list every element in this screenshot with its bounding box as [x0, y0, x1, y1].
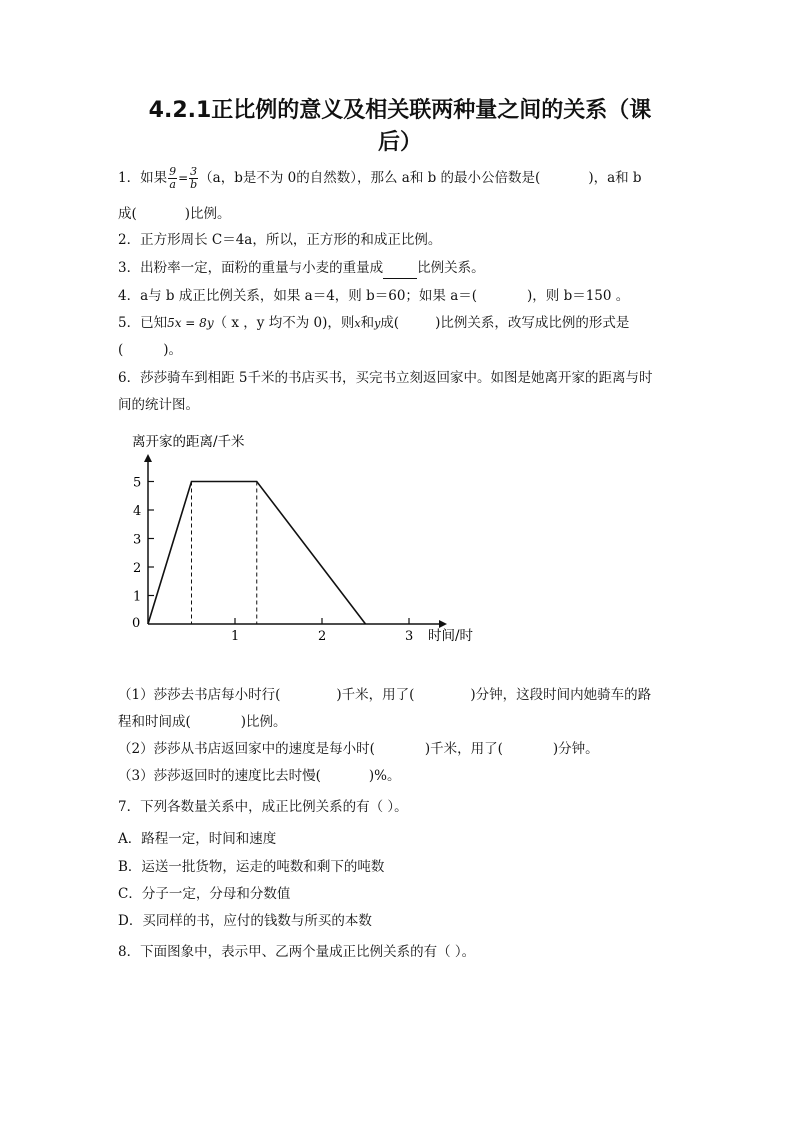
- y-tick-label: 0: [132, 616, 141, 631]
- question-4: [118, 286, 629, 306]
- q1-text: （a，b是不为 0的自然数），那么 a和 b 的最小公倍数是(: [199, 170, 541, 186]
- q6-sub1-line2-a: 程和时间成(: [118, 714, 191, 730]
- q1-prefix: 1．如果: [118, 170, 168, 186]
- question-2: 2．正方形周长 C＝4a，所以，正方形的和成正比例。: [118, 232, 442, 248]
- q6-sub1-a: （1）莎莎去书店每小时行(: [118, 687, 281, 703]
- y-tick-label: 3: [133, 532, 142, 548]
- q7-option-c[interactable]: C．分子一定，分母和分数值: [118, 886, 291, 902]
- q4-text-b: )，则 b＝150 。: [527, 288, 630, 304]
- q6-sub3-a: （3）莎莎返回时的速度比去时慢(: [118, 768, 321, 784]
- q5-equation: 5x = 8y: [167, 316, 214, 330]
- y-tick-label: 1: [133, 589, 142, 605]
- q1-tail: )，a和 b: [588, 170, 642, 186]
- q3-text-b: 比例关系。: [417, 260, 485, 276]
- q3-text-a: 3．出粉率一定，面粉的重量与小麦的重量成: [118, 260, 384, 276]
- q7-option-a[interactable]: A．路程一定，时间和速度: [118, 831, 277, 847]
- question-5: [118, 313, 629, 334]
- q3-answer-blank[interactable]: [383, 258, 417, 279]
- q1-line2-a: 成(: [118, 206, 137, 222]
- y-tick-label: 4: [133, 504, 142, 519]
- x-tick-label: 3: [405, 629, 414, 644]
- question-1-line2: [118, 204, 231, 224]
- question-7-stem: 7．下列各数量关系中，成正比例关系的有（ ）。: [118, 799, 408, 815]
- question-6-sub1: [118, 685, 651, 705]
- distance-time-chart: [120, 426, 490, 656]
- q5-line2-b: )。: [163, 342, 183, 358]
- page-title-line1: 4.2.1正比例的意义及相关联两种量之间的关系（课: [148, 98, 652, 123]
- q5-var-x: x: [354, 317, 361, 330]
- q5-and: 和: [360, 315, 375, 331]
- q6-sub1-b: )千米，用了(: [336, 687, 415, 703]
- question-8-stem: 8．下面图象中，表示甲、乙两个量成正比例关系的有（ ）。: [118, 944, 476, 960]
- question-5-line2: [118, 340, 182, 360]
- frac2-denominator: b: [190, 178, 198, 191]
- q7-option-d[interactable]: D．买同样的书，应付的钱数与所买的本数: [118, 913, 372, 929]
- q5-var-y: y: [374, 317, 381, 330]
- equals-sign: =: [178, 171, 189, 185]
- question-6-sub1-line2: [118, 712, 287, 732]
- x-axis-label: 时间/时: [428, 628, 474, 644]
- fraction-9-over-a: [168, 166, 177, 191]
- q7-option-b[interactable]: B．运送一批货物，运走的吨数和剩下的吨数: [118, 859, 385, 875]
- y-tick-label: 5: [133, 475, 142, 491]
- y-tick-label: 2: [133, 561, 142, 576]
- frac2-numerator: 3: [190, 165, 198, 178]
- x-tick-label: 1: [231, 629, 240, 644]
- q5-line2-a: (: [118, 342, 124, 358]
- question-6-sub2: [118, 739, 599, 759]
- frac1-numerator: 9: [169, 165, 177, 178]
- question-1: [118, 166, 642, 191]
- q6-sub2-a: （2）莎莎从书店返回家中的速度是每小时(: [118, 741, 375, 757]
- question-6-sub3: [118, 766, 400, 786]
- x-tick-label: 2: [318, 629, 327, 644]
- question-6-line1: 6．莎莎骑车到相距 5千米的书店买书，买完书立刻返回家中。如图是她离开家的距离与时: [118, 370, 653, 386]
- frac1-denominator: a: [169, 178, 176, 191]
- q4-text-a: 4．a与 b 成正比例关系，如果 a＝4，则 b＝60；如果 a＝(: [118, 288, 478, 304]
- q6-sub2-c: )分钟。: [552, 741, 599, 757]
- y-axis-label: 离开家的距离/千米: [132, 434, 245, 450]
- q6-sub1-line2-b: )比例。: [240, 714, 287, 730]
- q5-prefix: 5．已知: [118, 315, 168, 331]
- q6-sub1-c: )分钟，这段时间内她骑车的路: [470, 687, 652, 703]
- q5-mid: （ x ，y 均不为 0)，则: [213, 315, 355, 331]
- fraction-3-over-b: [189, 166, 198, 191]
- q5-rest: )比例关系，改写成比例的形式是: [435, 315, 630, 331]
- q6-sub3-b: )%。: [368, 768, 401, 784]
- q1-line2-b: )比例。: [184, 206, 231, 222]
- chart-marks: [132, 476, 413, 645]
- page-title-line2: 后）: [377, 130, 422, 155]
- q5-after: 成(: [380, 315, 400, 331]
- q6-sub2-b: )千米，用了(: [424, 741, 503, 757]
- question-6-line2: 间的统计图。: [118, 397, 199, 413]
- question-3: [118, 258, 485, 279]
